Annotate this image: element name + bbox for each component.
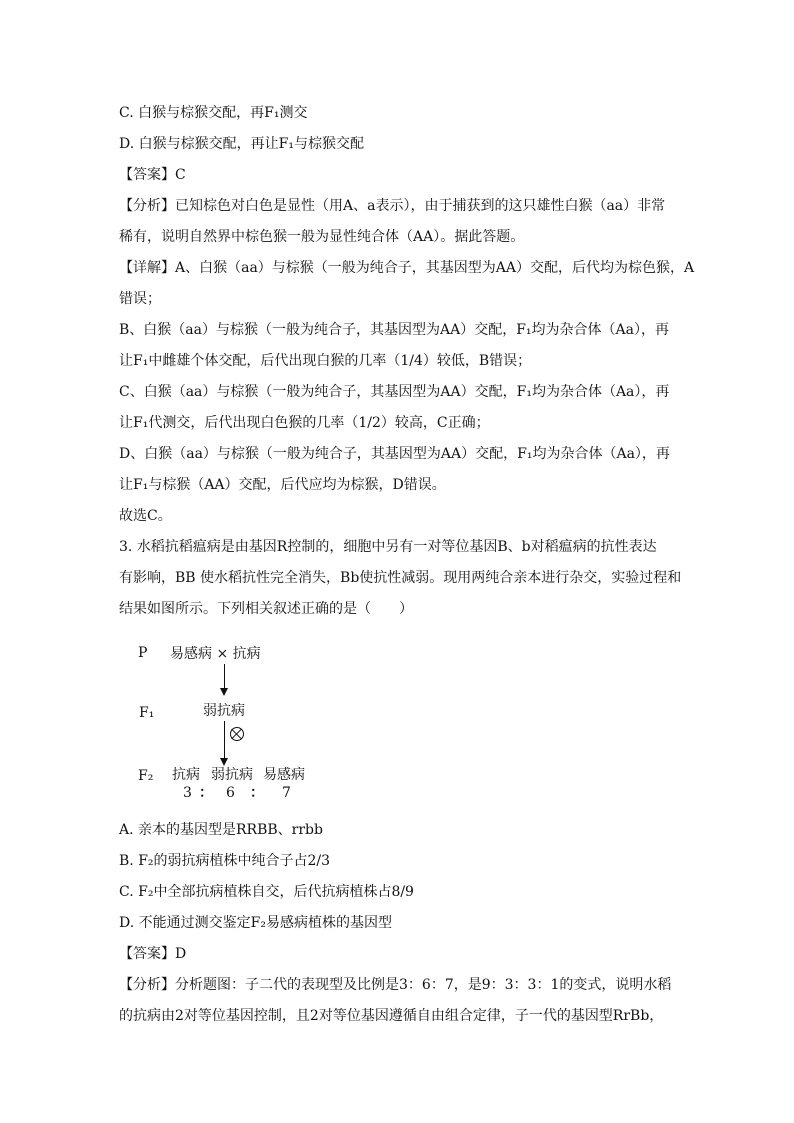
down-arrow-icon	[220, 758, 228, 766]
conclusion: 故选C。	[119, 508, 172, 524]
analysis-1-line-1: 【分析】已知棕色对白色是显性（用A、a表示），由于捕获到的这只雄性白猴（aa）非常	[119, 198, 666, 214]
option-a: A. 亲本的基因型是RRBB、rrbb	[119, 822, 323, 838]
option-d-prev: D. 白猴与棕猴交配，再让F₁与棕猴交配	[119, 136, 364, 152]
option-d: D. 不能通过测交鉴定F₂易感病植株的基因型	[119, 915, 392, 931]
detail-b-line-1: B、白猴（aa）与棕猴（一般为纯合子，其基因型为AA）交配，F₁均为杂合体（Aa），再	[119, 322, 669, 338]
option-c-prev: C. 白猴与棕猴交配，再F₁测交	[119, 105, 308, 121]
diagram-colon-2: ：	[250, 785, 264, 801]
answer-label-1: 【答案】C	[119, 167, 186, 183]
detail-d-line-1: D、白猴（aa）与棕猴（一般为纯合子，其基因型为AA）交配，F₁均为杂合体（Aa），再	[119, 446, 670, 462]
diagram-ratio-3: 7	[282, 785, 291, 801]
analysis-2-line-1: 【分析】分析题图：子二代的表现型及比例是3：6：7，是9：3：3：1的变式，说明水稻	[119, 977, 672, 993]
down-arrow-icon	[220, 688, 228, 696]
self-cross-icon	[230, 727, 244, 741]
option-c: C. F₂中全部抗病植株自交，后代抗病植株占8/9	[119, 884, 414, 900]
detail-a-line-2: 错误；	[119, 291, 161, 307]
detail-b-line-2: 让F₁中雌雄个体交配，后代出现白猴的几率（1/4）较低，B错误；	[119, 353, 532, 369]
option-b: B. F₂的弱抗病植株中纯合子占2/3	[119, 853, 331, 869]
analysis-2-line-2: 的抗病由2对等位基因控制，且2对等位基因遵循自由组合定律，子一代的基因型RrBb，	[119, 1008, 664, 1024]
diagram-colon-1: ：	[199, 785, 213, 801]
diagram-parent-cross: 易感病 × 抗病	[170, 646, 261, 662]
question-3-line-3: 结果如图所示。下列相关叙述正确的是（ ）	[119, 601, 413, 617]
diagram-f2-label: F₂	[138, 768, 154, 784]
diagram-ratio-2: 6	[226, 785, 235, 801]
arrow-line-2	[224, 721, 225, 759]
diagram-p-label: P	[138, 645, 148, 661]
diagram-f1-phenotype: 弱抗病	[203, 703, 245, 719]
detail-c-line-2: 让F₁代测交，后代出现白色猴的几率（1/2）较高，C正确；	[119, 415, 490, 431]
detail-d-line-2: 让F₁与棕猴（AA）交配，后代应均为棕猴，D错误。	[119, 477, 446, 493]
answer-label-2: 【答案】D	[119, 946, 187, 962]
analysis-1-line-2: 稀有，说明自然界中棕色猴一般为显性纯合体（AA）。据此答题。	[119, 229, 525, 245]
diagram-f1-label: F₁	[139, 705, 155, 721]
diagram-f2-phenotype-3: 易感病	[263, 767, 305, 783]
detail-a-line-1: 【详解】A、白猴（aa）与棕猴（一般为纯合子，其基因型为AA）交配，后代均为棕色猴，A	[119, 260, 695, 276]
diagram-ratio-1: 3	[183, 785, 192, 801]
question-3-line-1: 3. 水稻抗稻瘟病是由基因R控制的，细胞中另有一对等位基因B、b对稻瘟病的抗性表达	[119, 539, 657, 555]
detail-c-line-1: C、白猴（aa）与棕猴（一般为纯合子，其基因型为AA）交配，F₁均为杂合体（Aa），再	[119, 384, 670, 400]
question-3-line-2: 有影响，BB 使水稻抗性完全消失，Bb使抗性减弱。现用两纯合亲本进行杂交，实验过程和	[119, 570, 682, 586]
diagram-f2-phenotype-1: 抗病	[172, 767, 200, 783]
arrow-line-1	[224, 664, 225, 688]
diagram-f2-phenotype-2: 弱抗病	[211, 767, 253, 783]
